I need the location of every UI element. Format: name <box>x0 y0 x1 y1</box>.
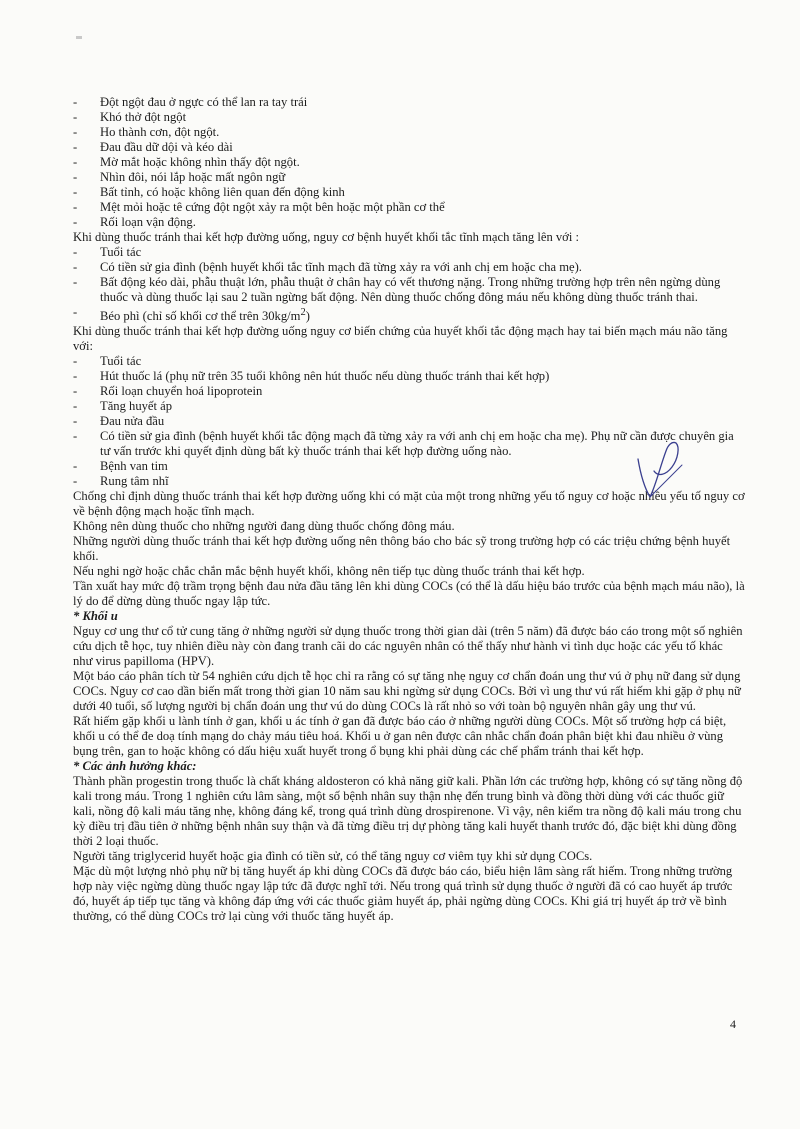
venous-risk-intro: Khi dùng thuốc tránh thai kết hợp đường uống, nguy cơ bệnh huyết khối tắc tĩnh mạch tăng lên với : <box>73 230 579 244</box>
list-item-text: Mệt mỏi hoặc tê cứng đột ngột xảy ra một bên hoặc một phần cơ thể <box>100 200 445 214</box>
bullet-dash: - <box>73 354 78 369</box>
bullet-dash: - <box>73 155 78 169</box>
paragraph: Nguy cơ ung thư cổ tử cung tăng ở những người sử dụng thuốc trong thời gian dài (trên 5 năm) đã được báo cáo trong một số nghiên cứu dịch tễ học, tuy nhiên điều này còn đang tranh cãi do các nguyên nhân có thể thấy như hành vi tình dục hoặc các yếu tố khác như virus papilloma (HPV). <box>73 624 743 669</box>
list-item-text: Đau nửa đầu <box>100 414 165 429</box>
list-item <box>73 369 745 384</box>
list-item-text: Rối loạn chuyển hoá lipoprotein <box>100 384 263 399</box>
list-item <box>73 125 745 140</box>
list-item <box>73 110 745 125</box>
list-item-text: Rung tâm nhĩ <box>100 474 169 489</box>
section-heading-other-effects: * Các ảnh hưởng khác: <box>73 759 197 774</box>
list-item-text: Khó thở đột ngột <box>100 110 187 124</box>
bullet-dash: - <box>73 110 78 124</box>
list-item-text: Có tiền sử gia đình (bệnh huyết khối tắc động mạch đã từng xảy ra với anh chị em hoặc cha mẹ). Phụ nữ cần được chuyên gia tư vấn trước khi quyết định dùng bất kỳ thuốc tránh thai kết hợp đường uống nào. <box>100 429 734 459</box>
bullet-dash: - <box>73 215 78 229</box>
symptom-list <box>73 95 745 230</box>
bullet-dash: - <box>73 459 78 474</box>
bullet-dash: - <box>73 399 78 414</box>
list-item-text: Đột ngột đau ở ngực có thể lan ra tay trái <box>100 95 308 109</box>
list-item <box>73 185 745 200</box>
list-item-text: Tuổi tác <box>100 354 142 369</box>
bullet-dash: - <box>73 185 78 199</box>
list-item <box>73 414 745 429</box>
bullet-dash: - <box>73 200 78 214</box>
list-item <box>73 305 745 324</box>
list-item-text: Ho thành cơn, đột ngột. <box>100 125 220 139</box>
list-item-text: Có tiền sử gia đình (bệnh huyết khối tắc tĩnh mạch đã từng xảy ra với anh chị em hoặc cha mẹ). <box>100 260 582 274</box>
list-item-text: Rối loạn vận động. <box>100 215 196 229</box>
list-item-text: Tuổi tác <box>100 245 142 259</box>
list-item-text: Mờ mắt hoặc không nhìn thấy đột ngột. <box>100 155 300 169</box>
paragraph: Rất hiếm gặp khối u lành tính ở gan, khối u ác tính ở gan đã được báo cáo ở những người dùng COCs. Một số trường hợp cá biệt, khối u có thể đe doạ tính mạng do chảy máu tiêu hoá. Khối u ở gan nên được cân nhắc chẩn đoán phân biệt khi đau nhiều ở vùng bụng trên, gan to hoặc không có dấu hiệu xuất huyết trong ổ bụng khi phải dùng các chế phẩm tránh thai kết hợp. <box>73 714 727 759</box>
handwritten-signature <box>632 437 692 501</box>
bullet-dash: - <box>73 474 78 489</box>
paragraph: Những người dùng thuốc tránh thai kết hợp đường uống nên thông báo cho bác sỹ trong trường hợp có các triệu chứng bệnh huyết khối. <box>73 534 731 564</box>
bullet-dash: - <box>73 275 78 289</box>
bullet-dash: - <box>73 245 78 259</box>
list-item <box>73 200 745 215</box>
list-item <box>73 155 745 170</box>
list-item-text: Bất tỉnh, có hoặc không liên quan đến động kinh <box>100 185 345 199</box>
list-item <box>73 245 745 260</box>
list-item <box>73 354 745 369</box>
document-body <box>73 95 745 924</box>
bullet-dash: - <box>73 260 78 274</box>
bullet-dash: - <box>73 305 78 319</box>
list-item <box>73 399 745 414</box>
section-heading-tumor: * Khối u <box>73 609 118 624</box>
page-number: 4 <box>730 1017 736 1031</box>
paragraph: Mặc dù một lượng nhỏ phụ nữ bị tăng huyết áp khi dùng COCs đã được báo cáo, biểu hiện lâm sàng rất hiếm. Trong những trường hợp này việc ngừng dùng thuốc ngay lập tức đã được nghĩ tới. Nếu trong quá trình sử dụng thuốc ở người đã có cao huyết áp trước đó, huyết áp tiếp tục tăng và không đáp ứng với các thuốc giảm huyết áp, phải ngừng dùng COCs. Khi giá trị huyết áp trở về bình thường, có thể dùng COCs trở lại cùng với thuốc tăng huyết áp. <box>73 864 733 924</box>
list-item <box>73 170 745 185</box>
paragraph: Người tăng triglycerid huyết hoặc gia đình có tiền sử, có thể tăng nguy cơ viêm tụy khi sử dụng COCs. <box>73 849 593 864</box>
paragraph: Một báo cáo phân tích từ 54 nghiên cứu dịch tễ học chỉ ra rằng có sự tăng nhẹ nguy cơ chẩn đoán ung thư vú ở phụ nữ đang sử dụng COCs. Nguy cơ cao dần biến mất trong thời gian 10 năm sau khi ngừng sử dụng COCs. Bởi vì ung thư vú rất hiếm khi gặp ở phụ nữ dưới 40 tuổi, số lượng người bị chẩn đoán ung thư vú do dùng COCs là rất nhỏ so với toàn bộ nguyên nhân gây ung thư vú. <box>73 669 741 714</box>
list-item-text: Bệnh van tim <box>100 459 168 474</box>
paragraph: Thành phần progestin trong thuốc là chất kháng aldosteron có khả năng giữ kali. Phần lớn các trường hợp, không có sự tăng nồng độ kali trong máu. Trong 1 nghiên cứu lâm sàng, một số bệnh nhân suy thận nhẹ đến trung bình và đồng thời dùng với các thuốc giữ kali, nồng độ kali máu tăng nhẹ, không đáng kể, trong quá trình dùng drospirenone. Vì vậy, nên kiểm tra nồng độ kali máu trong chu kỳ điều trị đầu tiên ở những bệnh nhân suy thận và đã từng điều trị dự phòng tăng kali huyết thanh trước đó, đặc biệt khi dùng đồng thời 2 loại thuốc. <box>73 774 743 849</box>
bullet-dash: - <box>73 384 78 399</box>
list-item-text-end: ) <box>305 309 310 324</box>
paragraph: Không nên dùng thuốc cho những người đang dùng thuốc chống đông máu. <box>73 519 455 534</box>
venous-risk-list <box>73 245 745 324</box>
bullet-dash: - <box>73 170 78 184</box>
list-item-text: Béo phì (chỉ số khối cơ thể trên 30kg/m <box>100 309 301 324</box>
list-item-text: Đau đầu dữ dội và kéo dài <box>100 140 233 154</box>
list-item <box>73 95 745 110</box>
paragraph: Chống chỉ định dùng thuốc tránh thai kết hợp đường uống khi có mặt của một trong những yếu tố nguy cơ hoặc nhiều yếu tố nguy cơ về bệnh động mạch hoặc tĩnh mạch. <box>73 489 745 519</box>
list-item <box>73 384 745 399</box>
paragraph: Nếu nghi ngờ hoặc chắc chắn mắc bệnh huyết khối, không nên tiếp tục dùng thuốc tránh thai kết hợp. <box>73 564 585 579</box>
list-item <box>73 215 745 230</box>
bullet-dash: - <box>73 95 78 109</box>
bullet-dash: - <box>73 125 78 139</box>
paragraph: Tần xuất hay mức độ trầm trọng bệnh đau nửa đầu tăng lên khi dùng COCs (có thể là dấu hiệu báo trước của bệnh mạch máu não), là lý do để dừng dùng thuốc ngay lập tức. <box>73 579 745 609</box>
bullet-dash: - <box>73 414 78 429</box>
arterial-risk-intro: Khi dùng thuốc tránh thai kết hợp đường uống nguy cơ biến chứng của huyết khối tắc động mạch hay tai biến mạch máu não tăng với: <box>73 324 728 354</box>
bullet-dash: - <box>73 140 78 154</box>
superscript: 2 <box>300 307 306 318</box>
bullet-dash: - <box>73 429 78 444</box>
list-item <box>73 260 745 275</box>
list-item <box>73 140 745 155</box>
list-item-text: Hút thuốc lá (phụ nữ trên 35 tuổi không nên hút thuốc nếu dùng thuốc tránh thai kết hợp) <box>100 369 550 384</box>
list-item-text: Nhìn đôi, nói lắp hoặc mất ngôn ngữ <box>100 170 286 184</box>
list-item-text: Bất động kéo dài, phẫu thuật lớn, phẫu thuật ở chân hay có vết thương nặng. Trong những trường hợp trên nên ngừng dùng thuốc và dùng thuốc lại sau 2 tuần ngừng bất động. Nên dùng thuốc chống đông máu nếu không dùng thuốc tránh thai. <box>100 275 721 304</box>
list-item <box>73 275 745 305</box>
bullet-dash: - <box>73 369 78 384</box>
list-item-text: Tăng huyết áp <box>100 399 173 414</box>
scan-speck <box>76 36 82 39</box>
